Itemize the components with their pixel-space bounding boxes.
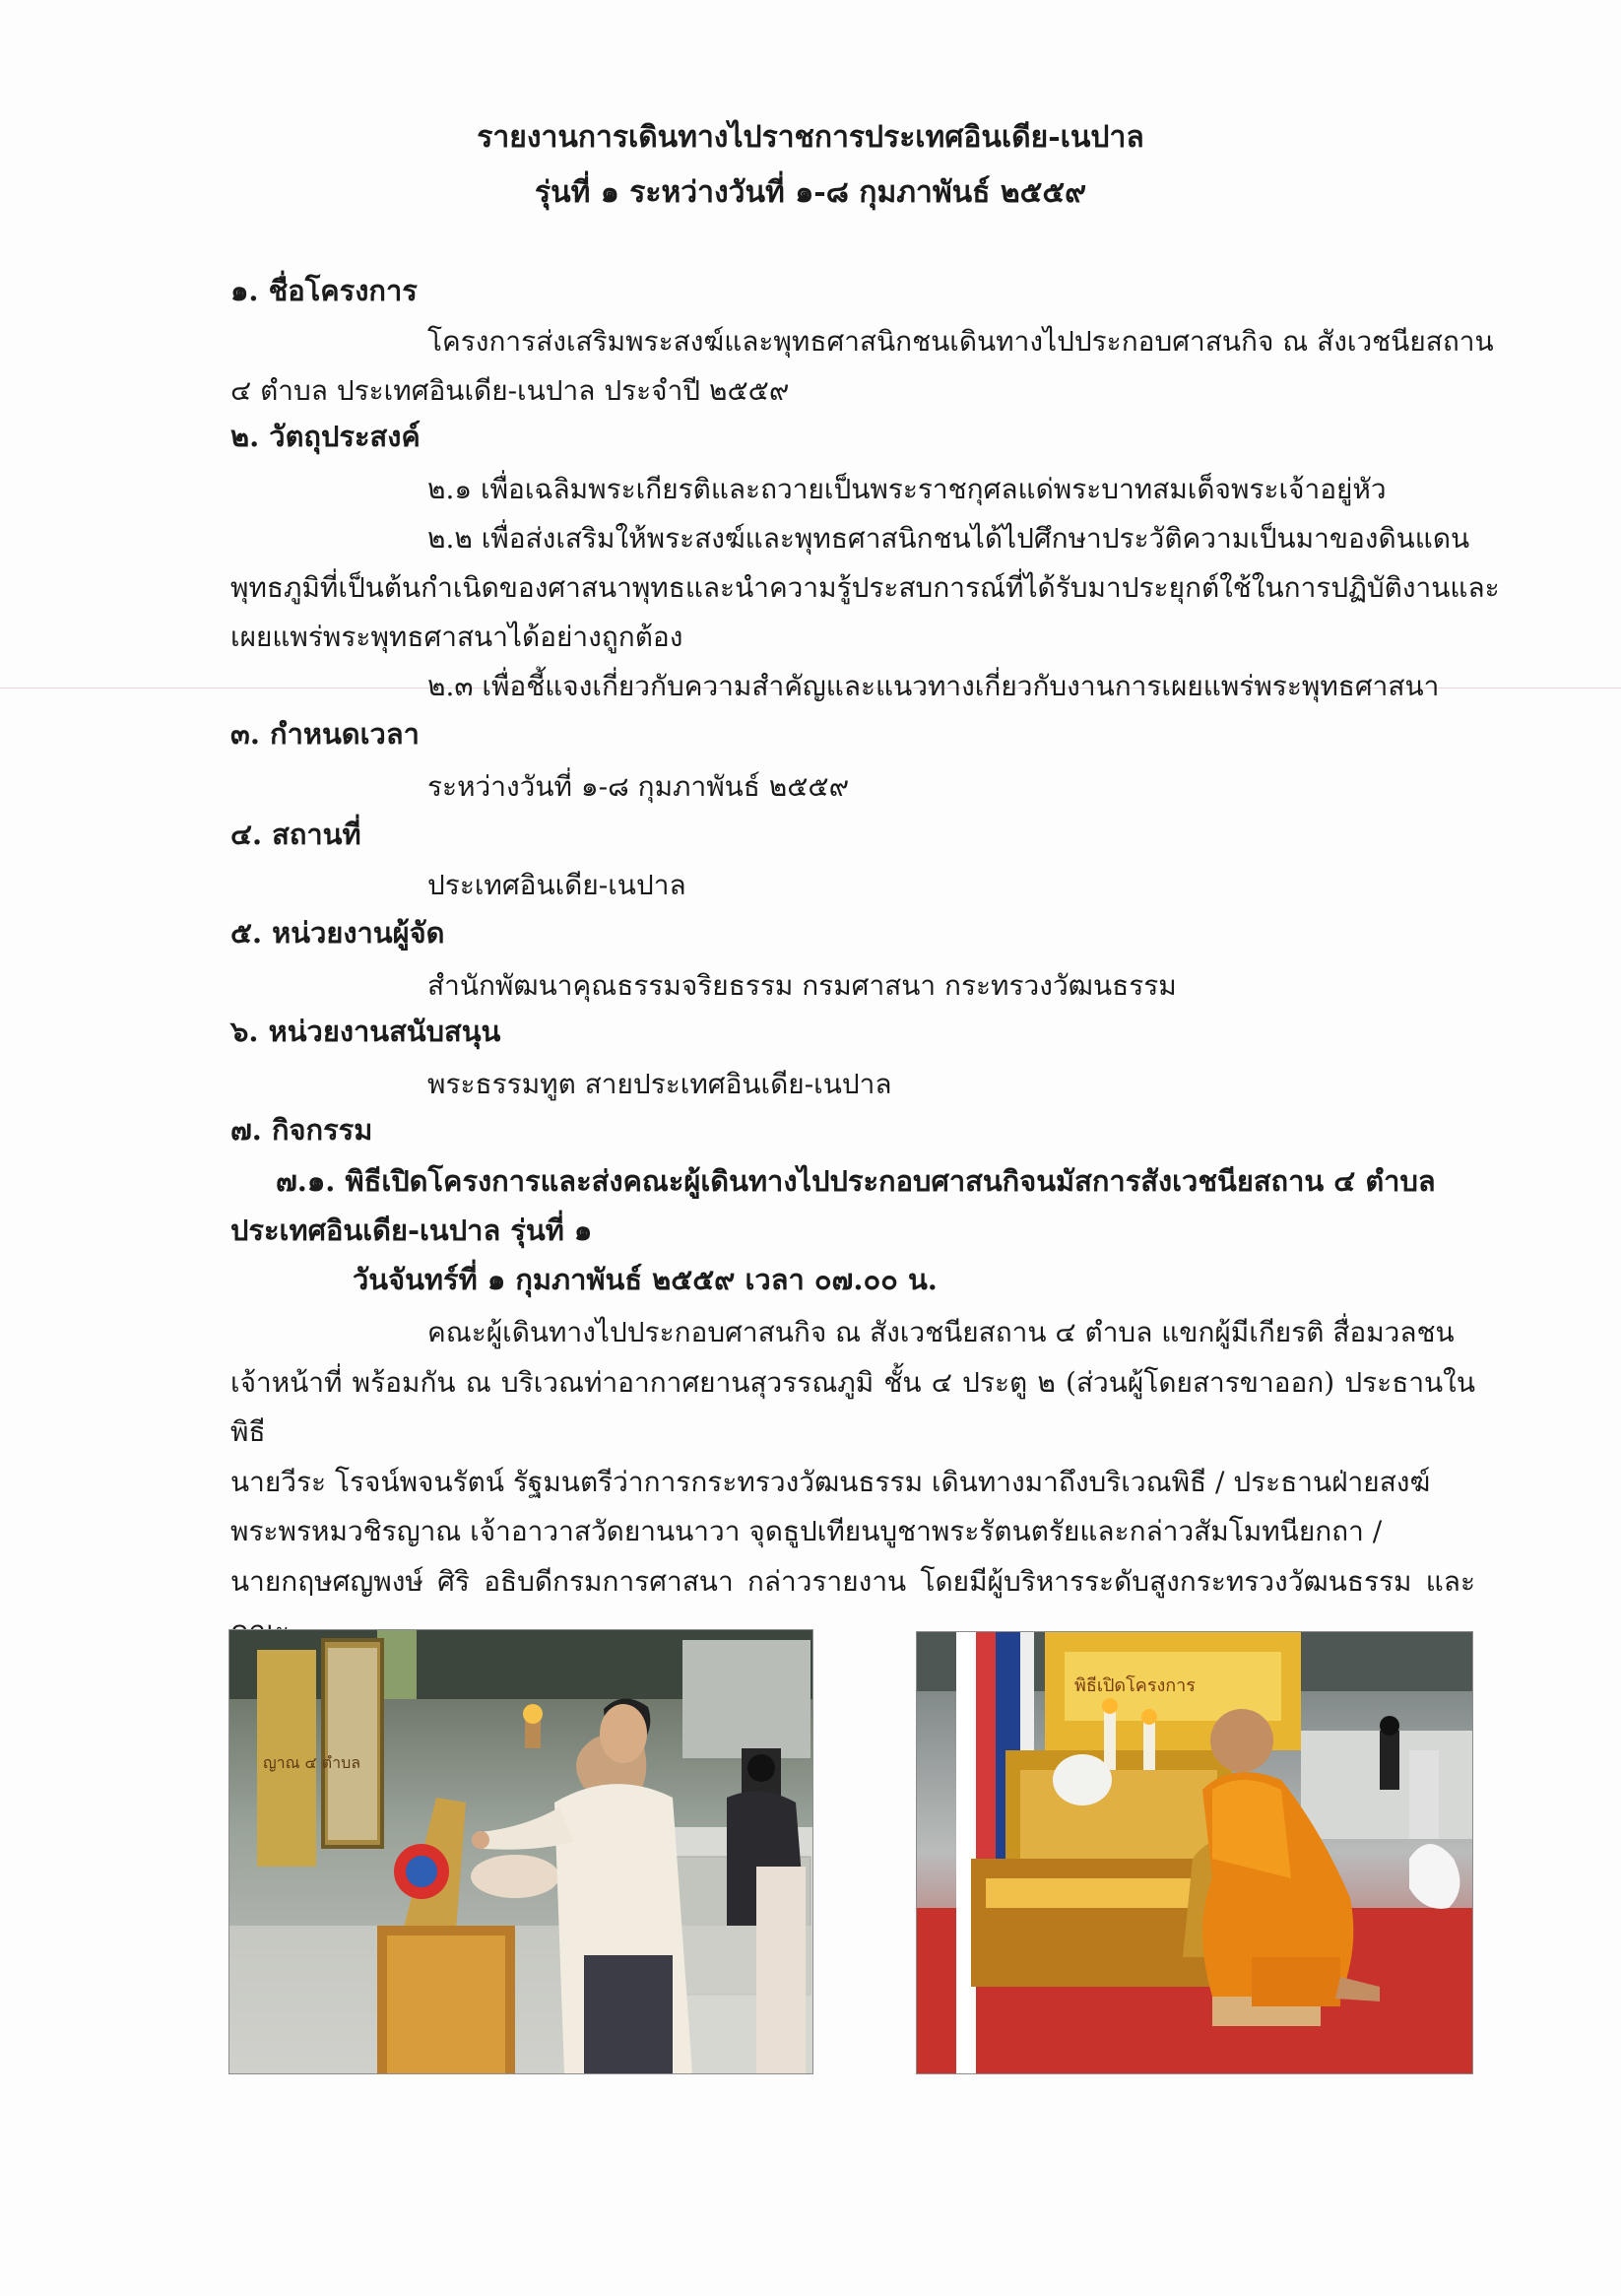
section-6-text: พระธรรมทูต สายประเทศอินเดีย-เนปาล xyxy=(427,1068,892,1100)
objective-2-3: ๒.๓ เพื่อชี้แจงเกี่ยวกับความสำคัญและแนวทางเกี่ยวกับงานการเผยแพร่พระพุทธศาสนา xyxy=(427,670,1440,702)
section-1-line2: ๔ ตำบล ประเทศอินเดีย-เนปาล ประจำปี ๒๕๕๙ xyxy=(230,374,790,407)
objective-2-2-line2: พุทธภูมิที่เป็นต้นกำเนิดของศาสนาพุทธและนำความรู้ประสบการณ์ที่ได้รับมาประยุกต์ใช้ในการปฏิบัติงานและ xyxy=(230,571,1500,604)
section-3-heading: ๓. กำหนดเวลา xyxy=(230,717,420,751)
photo-monk-image xyxy=(917,1632,1472,2073)
photo-minister-lighting-candles xyxy=(228,1629,813,2074)
activity-date: วันจันทร์ที่ ๑ กุมภาพันธ์ ๒๕๕๙ เวลา ๐๗.๐๐ น. xyxy=(353,1263,938,1296)
photo-minister-image xyxy=(229,1630,812,2073)
objective-2-2-line1: ๒.๒ เพื่อส่งเสริมให้พระสงฆ์และพุทธศาสนิกชนได้ไปศึกษาประวัติความเป็นมาของดินแดน xyxy=(427,522,1470,555)
section-2-heading: ๒. วัตถุประสงค์ xyxy=(230,420,421,453)
section-3-text: ระหว่างวันที่ ๑-๘ กุมภาพันธ์ ๒๕๕๙ xyxy=(427,770,850,803)
document-title-line2: รุ่นที่ ๑ ระหว่างวันที่ ๑-๘ กุมภาพันธ์ ๒๕๕๙ xyxy=(534,175,1087,210)
section-4-heading: ๔. สถานที่ xyxy=(230,818,361,851)
objective-2-2-line3: เผยแพร่พระพุทธศาสนาได้อย่างถูกต้อง xyxy=(230,621,683,653)
activity-7-1-line2: ประเทศอินเดีย-เนปาล รุ่นที่ ๑ xyxy=(230,1214,593,1247)
section-7-heading: ๗. กิจกรรม xyxy=(230,1113,373,1147)
activity-7-1-line1: ๗.๑. พิธีเปิดโครงการและส่งคณะผู้เดินทางไปประกอบศาสนกิจนมัสการสังเวชนียสถาน ๔ ตำบล xyxy=(276,1164,1436,1198)
paragraph-line: เจ้าหน้าที่ พร้อมกัน ณ บริเวณท่าอากาศยานสุวรรณภูมิ ชั้น ๔ ประตู ๒ (ส่วนผู้โดยสารขาออก) ประธานในพิธี xyxy=(230,1365,1475,1448)
svg-text:พิธีเปิดโครงการ: พิธีเปิดโครงการ xyxy=(1074,1675,1196,1696)
section-4-text: ประเทศอินเดีย-เนปาล xyxy=(427,869,686,901)
paragraph-line: คณะผู้เดินทางไปประกอบศาสนกิจ ณ สังเวชนียสถาน ๔ ตำบล แขกผู้มีเกียรติ สื่อมวลชน xyxy=(427,1316,1455,1348)
objective-2-1: ๒.๑ เพื่อเฉลิมพระเกียรติและถวายเป็นพระราชกุศลแด่พระบาทสมเด็จพระเจ้าอยู่หัว xyxy=(427,473,1387,505)
paragraph-line: นายวีระ โรจน์พจนรัตน์ รัฐมนตรีว่าการกระทรวงวัฒนธรรม เดินทางมาถึงบริเวณพิธี / ประธานฝ่ายสงฆ์ xyxy=(230,1465,1431,1498)
paragraph-line: พระพรหมวชิรญาณ เจ้าอาวาสวัดยานนาวา จุดธูปเทียนบูชาพระรัตนตรัยและกล่าวสัมโมทนียกถา / xyxy=(230,1515,1383,1547)
section-1-heading: ๑. ชื่อโครงการ xyxy=(230,274,418,307)
paragraph-line: นายกฤษศญพงษ์ ศิริ อธิบดีกรมการศาสนา กล่าวรายงาน โดยมีผู้บริหารระดับสูงกระทรวงวัฒนธรรม และ xyxy=(230,1564,1475,1598)
section-5-text: สำนักพัฒนาคุณธรรมจริยธรรม กรมศาสนา กระทรวงวัฒนธรรม xyxy=(427,969,1177,1002)
document-title-line1: รายงานการเดินทางไปราชการประเทศอินเดีย-เนปาล xyxy=(477,120,1144,155)
svg-text:ญาณ ๔ ตำบล: ญาณ ๔ ตำบล xyxy=(263,1753,361,1772)
section-5-heading: ๕. หน่วยงานผู้จัด xyxy=(230,916,445,950)
section-1-line1: โครงการส่งเสริมพระสงฆ์และพุทธศาสนิกชนเดินทางไปประกอบศาสนกิจ ณ สังเวชนียสถาน xyxy=(427,325,1494,358)
photo-monk-lighting-candles xyxy=(916,1631,1473,2074)
section-6-heading: ๖. หน่วยงานสนับสนุน xyxy=(230,1015,501,1048)
